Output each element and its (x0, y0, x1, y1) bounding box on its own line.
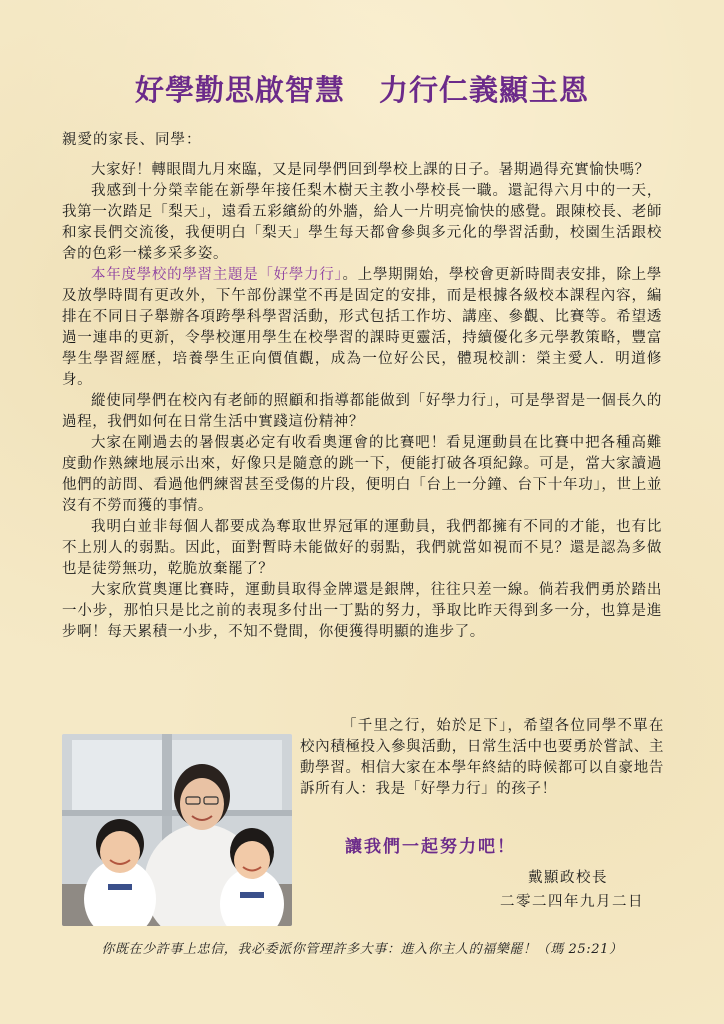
title-left: 好學勤思啟智慧 (134, 73, 345, 107)
paragraph-8: 「千里之行，始於足下」，希望各位同學不單在校內積極投入參與活動，日常生活中也要勇於嘗試、主動學習。相信大家在本學年終結的時候都可以自豪地告訴所有人：我是「好學力行」的孩子！ (300, 718, 664, 797)
bible-verse: 你既在少許事上忠信，我必委派你管理許多大事：進入你主人的福樂罷！（瑪 25:21） (101, 942, 623, 957)
paragraph-6: 我明白並非每個人都要成為奪取世界冠軍的運動員，我們都擁有不同的才能，也有比不上別人的弱點。因此，面對暫時未能做好的弱點，我們就當如視而不見？還是認為多做也是徒勞無功，乾脆放棄罷了？ (62, 519, 662, 577)
principal-photo (62, 734, 292, 926)
cheer-text: 讓我們一起努力吧！ (345, 837, 516, 857)
paragraph-7: 大家欣賞奧運比賽時，運動員取得金牌還是銀牌，往往只差一線。倘若我們勇於踏出一小步，那怕只是比之前的表現多付出一丁點的努力，爭取比昨天得到多一分，也算是進步啊！每天累積一小步，不知不覺間，你便獲得明顯的進步了。 (62, 582, 662, 640)
paragraph-1: 大家好！轉眼間九月來臨，又是同學們回到學校上課的日子。暑期過得充實愉快嗎？ (91, 162, 650, 178)
signature-name: 戴顯政校長 (528, 870, 608, 886)
page-title (0, 68, 724, 109)
paragraph-3 (62, 265, 662, 391)
paragraph-4: 縱使同學們在校內有老師的照顧和指導都能做到「好學力行」，可是學習是一個長久的過程，我們如何在日常生活中實踐這份精神？ (62, 393, 662, 430)
photo-illustration (62, 734, 292, 926)
paragraph-2: 我感到十分榮幸能在新學年接任梨木樹天主教小學校長一職。還記得六月中的一天，我第一次踏足「梨天」，遠看五彩繽紛的外牆，給人一片明亮愉快的感覺。跟陳校長、老師和家長們交流後，我便明白「梨天」學生每天都會參與多元化的學習活動，校園生活跟校舍的色彩一樣多采多姿。 (62, 183, 662, 262)
paragraph-8-block (300, 716, 664, 800)
signature-date: 二零二四年九月二日 (500, 894, 644, 910)
letter-body (62, 160, 662, 643)
paragraph-3-rest: 。上學期開始，學校會更新時間表安排，除上學及放學時間有更改外，下午部份課堂不再是固定的安排，而是根據各級校本課程內容，編排在不同日子舉辦各項跨學科學習活動，形式包括工作坊、講座、參觀、比賽等。希望透過一連串的更新，令學校運用學生在校學習的課時更靈活，持續優化多元學教策略，豐富學生學習經歷，培養學生正向價值觀，成為一位好公民，體現校訓：榮主愛人．明道修身。 (62, 267, 662, 388)
theme-highlight: 本年度學校的學習主題是「好學力行」 (91, 267, 343, 283)
title-right: 力行仁義顯主恩 (379, 73, 590, 107)
greeting: 親愛的家長、同學： (62, 132, 202, 148)
paragraph-5: 大家在剛過去的暑假裏必定有收看奧運會的比賽吧！看見運動員在比賽中把各種高難度動作熟練地展示出來，好像只是隨意的跳一下，便能打破各項紀錄。可是，當大家讀過他們的訪問、看過他們練習甚至受傷的片段，便明白「台上一分鐘、台下十年功」，世上並沒有不勞而獲的事情。 (62, 435, 662, 514)
